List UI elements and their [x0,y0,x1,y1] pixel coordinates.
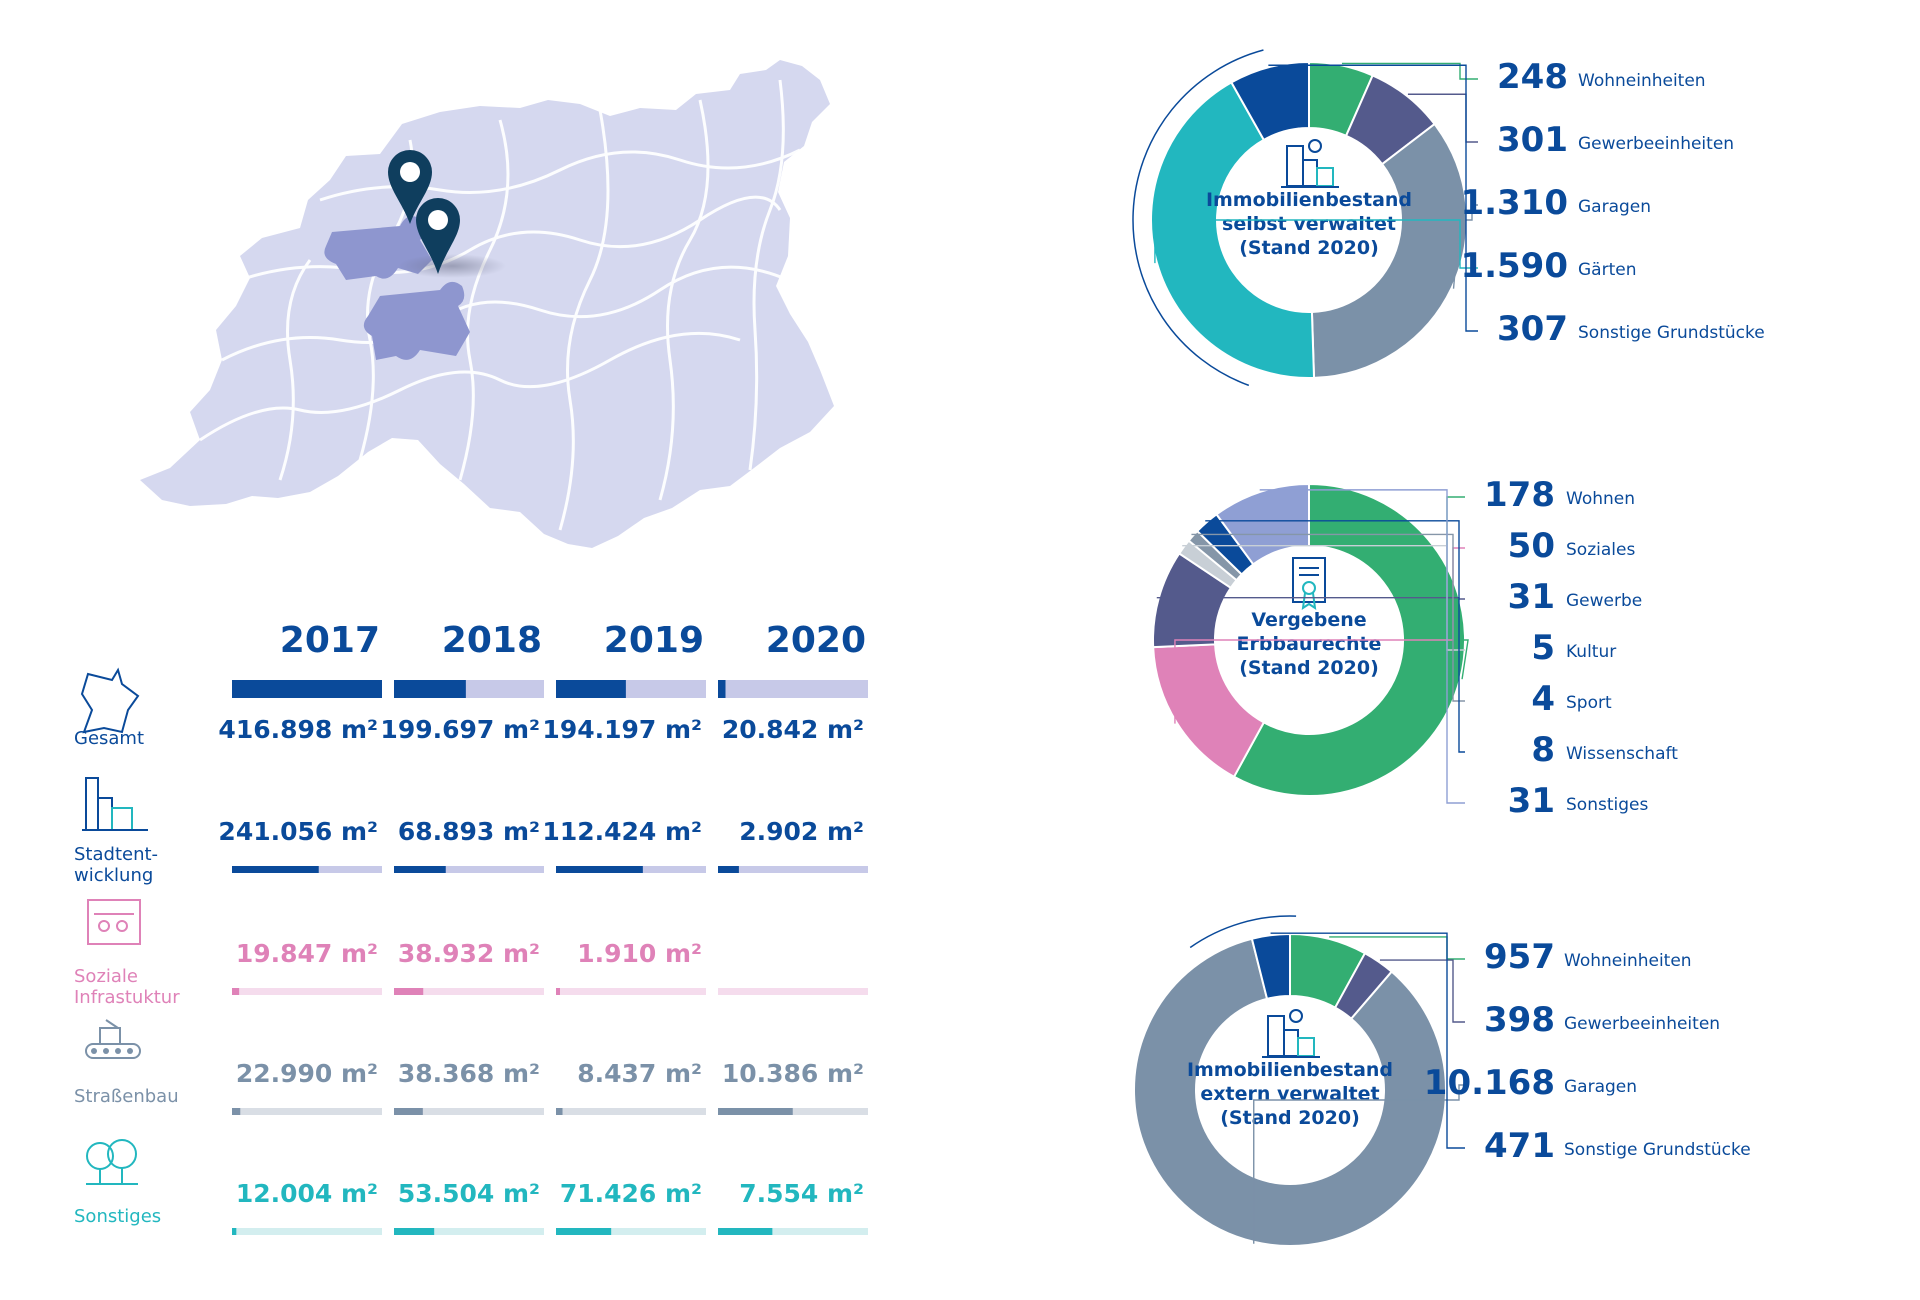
icon-part [103,1048,109,1054]
icon-part [115,1048,121,1054]
bar-value-label: 2.902 m² [739,817,864,846]
bar-value-label: 416.898 m² [218,715,378,744]
row-label: Infrastuktur [74,987,180,1008]
donut-category-label: Wohneinheiten [1578,71,1706,91]
bar-value-label: 20.842 m² [721,715,864,744]
donut-category-label: Gärten [1578,260,1637,280]
donut-value-label: 178 [1484,475,1555,515]
donut-chart-external [1100,900,1920,1300]
donut-chart-leasehold [1100,440,1920,840]
bar-fill [556,988,560,995]
bar-value-label: 8.437 m² [577,1059,702,1088]
area-bar-table [60,610,890,1260]
row-label: Gesamt [74,728,145,749]
bar-fill [232,988,239,995]
bar-fill [556,1228,611,1235]
table-row [74,900,868,1008]
bar-fill [232,1228,236,1235]
donut-value-label: 398 [1484,1000,1555,1040]
bar-fill [394,988,423,995]
puzzle-map [140,60,840,580]
donut-value-label: 301 [1497,120,1568,160]
donut-center-label: (Stand 2020) [1239,657,1379,679]
icon-part [1303,160,1317,186]
icon-part [1303,593,1315,608]
icon-part [1290,1010,1302,1022]
icon-part [112,808,132,830]
donut-center-label: Immobilienbestand [1205,189,1413,211]
bar-value-label: 1.910 m² [577,939,702,968]
donut-category-label: Sonstige Grundstücke [1578,323,1765,343]
bar-value-label: 71.426 m² [559,1179,702,1208]
icon-part [82,670,138,732]
bar-fill [556,1108,563,1115]
donut-category-label: Sonstige Grundstücke [1564,1140,1751,1160]
year-header: 2020 [765,620,866,661]
donut-center-label: (Stand 2020) [1220,1107,1360,1129]
bar-track [556,988,706,995]
donut-center-label: selbst verwaltet [1222,213,1396,235]
icon-part [117,921,127,931]
bar-fill [718,1228,772,1235]
table-row [74,778,868,886]
bar-track [718,988,868,995]
donut-value-label: 1.310 [1460,183,1568,223]
donut-category-label: Garagen [1578,197,1652,217]
icon-part [1268,1016,1284,1056]
bar-fill [232,680,382,698]
donut-value-label: 307 [1497,309,1568,349]
bar-track [232,1108,382,1115]
bar-fill [232,1108,240,1115]
bar-fill [394,1228,434,1235]
bar-value-label: 112.424 m² [542,817,702,846]
playground-icon [88,900,140,944]
icon-part [1309,140,1321,152]
city-outline-icon [82,670,138,732]
bar-fill [394,866,446,873]
icon-part [1284,1030,1298,1056]
row-label: Stadtent- [74,844,159,865]
year-header: 2017 [279,620,380,661]
bar-value-label: 19.847 m² [235,939,378,968]
row-label: Sonstiges [74,1206,162,1227]
donut-value-label: 5 [1531,628,1555,668]
bar-fill [718,680,725,698]
certificate-document-icon [1293,558,1325,608]
donut-center-label: extern verwaltet [1200,1083,1380,1105]
icon-part [127,1048,133,1054]
donut-center-label: (Stand 2020) [1239,237,1379,259]
donut-value-label: 1.590 [1460,246,1568,286]
bar-fill [718,866,739,873]
bar-value-label: 199.697 m² [380,715,540,744]
bar-value-label: 68.893 m² [397,817,540,846]
icon-part [1303,582,1315,594]
pin-shadow [398,254,506,278]
row-label: wicklung [74,865,154,886]
donut-category-label: Wohnen [1566,489,1635,509]
donut-category-label: Kultur [1566,642,1617,662]
row-label: Soziale [74,966,138,987]
trees-icon [86,1140,138,1184]
bar-value-label: 241.056 m² [218,817,378,846]
year-header: 2019 [603,620,704,661]
donut-center-label: Vergebene [1251,609,1367,631]
bar-value-label: 22.990 m² [235,1059,378,1088]
icon-part [106,1020,118,1028]
bar-value-label: 7.554 m² [739,1179,864,1208]
icon-part [100,1028,120,1044]
donut-chart-self-managed [1100,20,1920,420]
donut-value-label: 4 [1531,679,1555,719]
donut-category-label: Soziales [1566,540,1636,560]
icon-part [1298,1038,1314,1056]
bar-track [556,1108,706,1115]
bar-track [232,988,382,995]
bar-value-label: 38.932 m² [397,939,540,968]
bar-fill [718,1108,793,1115]
bar-fill [394,1108,423,1115]
bar-track [232,1228,382,1235]
bar-fill [232,866,319,873]
donut-category-label: Wissenschaft [1566,744,1678,764]
district-buildings-icon [1262,1010,1320,1057]
donut-category-label: Wohneinheiten [1564,951,1692,971]
donut-value-label: 31 [1507,781,1555,821]
icon-part [1317,168,1333,186]
icon-part [99,921,109,931]
bar-fill [394,680,466,698]
bar-fill [556,866,643,873]
donut-value-label: 471 [1484,1126,1555,1166]
road-roller-icon [86,1020,140,1058]
city-buildings-icon [1281,140,1339,187]
donut-category-label: Garagen [1564,1077,1638,1097]
bar-fill [556,680,626,698]
bar-track [718,866,868,873]
icon-part [1293,558,1325,602]
bar-value-label: 10.386 m² [721,1059,864,1088]
table-row [74,1140,868,1235]
donut-category-label: Sport [1566,693,1612,713]
bar-track [718,680,868,698]
bar-value-label: 38.368 m² [397,1059,540,1088]
donut-category-label: Gewerbeeinheiten [1578,134,1735,154]
table-row [74,670,868,749]
buildings-icon [82,778,148,830]
donut-value-label: 10.168 [1423,1063,1555,1103]
donut-value-label: 50 [1507,526,1555,566]
year-header: 2018 [441,620,542,661]
bar-value-label: 12.004 m² [235,1179,378,1208]
donut-value-label: 248 [1497,57,1568,97]
donut-center-label: Immobilienbestand [1186,1059,1394,1081]
icon-part [91,1048,97,1054]
icon-part [88,900,140,944]
icon-part [98,798,112,830]
donut-category-label: Sonstiges [1566,795,1649,815]
icon-part [86,778,98,830]
bar-value-label: 53.504 m² [397,1179,540,1208]
table-row [74,1020,868,1115]
row-label: Straßenbau [74,1086,179,1107]
icon-part [1287,146,1303,186]
donut-value-label: 8 [1531,730,1555,770]
map-outline [140,60,834,548]
donut-category-label: Gewerbe [1566,591,1643,611]
bar-value-label: 194.197 m² [542,715,702,744]
donut-center-label: Erbbaurechte [1236,633,1382,655]
donut-category-label: Gewerbeeinheiten [1564,1014,1721,1034]
donut-value-label: 957 [1484,937,1555,977]
donut-value-label: 31 [1507,577,1555,617]
